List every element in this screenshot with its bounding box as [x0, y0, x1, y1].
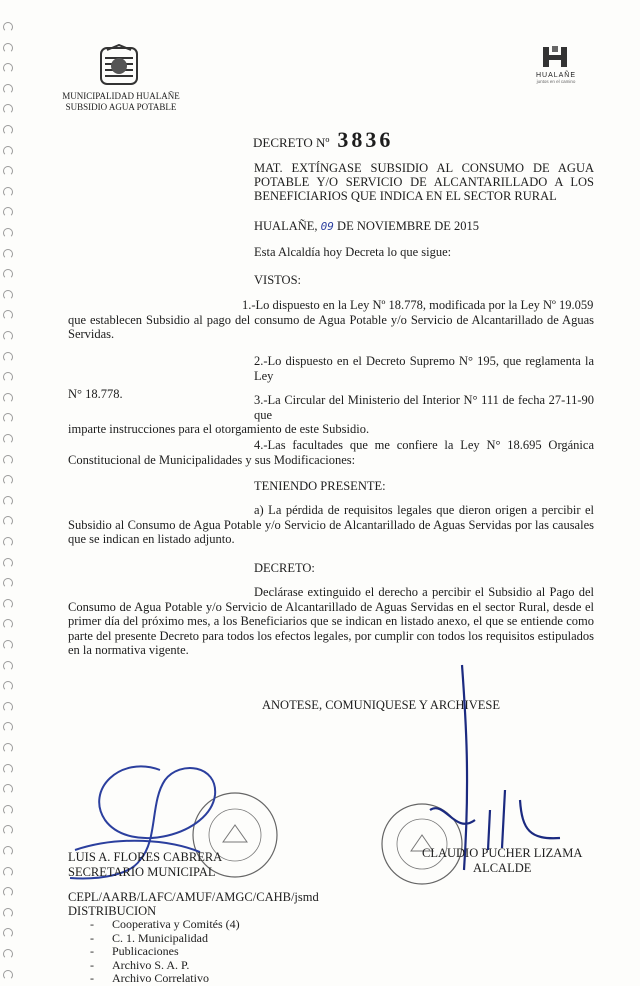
binder-ring-icon	[3, 475, 13, 485]
vistos-heading: VISTOS:	[254, 273, 302, 287]
binder-ring-icon	[3, 846, 13, 856]
binder-ring-icon	[3, 825, 13, 835]
decreto-paragraph: Declárase extinguido el derecho a percibir el Subsidio al Pago del Consumo de Agua Potable y/o Servicio de Alcantarillado de Aguas Servidas en el sector Rural, desde el primer día del próximo mes, a los Beneficiarios que se indican en listado anexo, el que se entiende como parte del presente Decreto para todos los efectos legales, por cumplir con todos los requisitos estipulados en la normativa vigente.	[68, 585, 594, 657]
binder-ring-icon	[3, 455, 13, 465]
vistos-item: 2.-Lo dispuesto en el Decreto Supremo N° 195, que reglamenta la Ley N° 18.778.	[68, 354, 594, 401]
binder-ring-icon	[3, 434, 13, 444]
binder-ring-icon	[3, 290, 13, 300]
initials-line: CEPL/AARB/LAFC/AMUF/AMGC/CAHB/jsmd	[68, 890, 319, 904]
binder-ring-icon	[3, 537, 13, 547]
binder-ring-icon	[3, 908, 13, 918]
logo-tagline: juntos en el camino	[536, 79, 576, 84]
binder-ring-icon	[3, 805, 13, 815]
binder-ring-icon	[3, 372, 13, 382]
binder-ring-icon	[3, 702, 13, 712]
secretary-name: LUIS A. FLORES CABRERA	[68, 850, 223, 864]
binder-ring-icon	[3, 681, 13, 691]
list-item: - Archivo Correlativo	[68, 972, 240, 986]
binder-ring-icon	[3, 784, 13, 794]
binder-ring-icon	[3, 84, 13, 94]
distribution-heading: DISTRIBUCION	[68, 904, 157, 918]
binder-ring-icon	[3, 516, 13, 526]
vistos-item: 1.-Lo dispuesto en la Ley Nº 18.778, modificada por la Ley Nº 19.059 que establecen Subsidio al pago del consumo de Agua Potable y/o Servicio de Alcantarillado de Aguas Servidas.	[68, 298, 594, 341]
binder-ring-icon	[3, 599, 13, 609]
teniendo-heading: TENIENDO PRESENTE:	[254, 479, 386, 493]
binder-ring-icon	[3, 949, 13, 959]
binder-ring-icon	[3, 970, 13, 980]
binder-ring-icon	[3, 146, 13, 156]
binder-ring-icon	[3, 228, 13, 238]
binder-ring-icon	[3, 187, 13, 197]
date-city: HUALAÑE,	[254, 219, 318, 233]
binder-ring-icon	[3, 413, 13, 423]
vistos-item: 3.-La Circular del Ministerio del Interior N° 111 de fecha 27-11-90 que imparte instrucciones para el otorgamiento de este Subsidio.	[68, 393, 594, 436]
binder-ring-icon	[3, 269, 13, 279]
binder-ring-icon	[3, 743, 13, 753]
logo-wordmark: HUALAÑE	[535, 72, 577, 79]
list-item: - Archivo S. A. P.	[68, 959, 240, 973]
list-item: - Publicaciones	[68, 945, 240, 959]
binder-ring-icon	[3, 249, 13, 259]
org-unit: SUBSIDIO AGUA POTABLE	[65, 102, 177, 112]
distribution-list	[68, 918, 240, 986]
binder-ring-icon	[3, 867, 13, 877]
binder-ring-icon	[3, 166, 13, 176]
date-rest: DE NOVIEMBRE DE 2015	[337, 219, 480, 233]
teniendo-paragraph: a) La pérdida de requisitos legales que dieron origen a percibir el Subsidio al Consumo de Agua Potable y/o Servicio de Alcantarillado de Aguas Servidas por las causales que se indican en listado adjunto.	[68, 503, 594, 546]
binder-ring-icon	[3, 43, 13, 53]
decreto-heading: DECRETO:	[254, 561, 315, 575]
intro-text: Esta Alcaldía hoy Decreta lo que sigue:	[254, 245, 452, 259]
decree-subject: MAT. EXTÍNGASE SUBSIDIO AL CONSUMO DE AGUA POTABLE Y/O SERVICIO DE ALCANTARILLADO A LOS BENEFICIARIOS QUE INDICA EN EL SECTOR RURAL	[254, 161, 594, 203]
binder-ring-icon	[3, 661, 13, 671]
municipal-crest-icon	[97, 44, 141, 88]
org-name: MUNICIPALIDAD HUALAÑE	[62, 91, 180, 101]
binder-ring-icon	[3, 887, 13, 897]
list-item: - C. 1. Municipalidad	[68, 932, 240, 946]
binder-ring-icon	[3, 619, 13, 629]
binder-ring-icon	[3, 722, 13, 732]
binder-ring-icon	[3, 393, 13, 403]
binder-ring-icon	[3, 764, 13, 774]
binder-ring-icon	[3, 558, 13, 568]
binder-ring-icon	[3, 928, 13, 938]
binder-ring-icon	[3, 640, 13, 650]
binder-ring-icon	[3, 104, 13, 114]
signature-left	[60, 740, 290, 910]
decree-label: DECRETO Nº	[253, 135, 330, 150]
binder-ring-icon	[3, 63, 13, 73]
hualane-logo-icon	[540, 44, 570, 70]
binder-ring-icon	[3, 22, 13, 32]
binder-ring-icon	[3, 207, 13, 217]
date-day: 09	[320, 220, 334, 233]
list-item: - Cooperativa y Comités (4)	[68, 918, 240, 932]
decree-number: 3836	[337, 127, 394, 152]
binder-ring-icon	[3, 352, 13, 362]
binder-ring-icon	[3, 125, 13, 135]
binder-ring-icon	[3, 496, 13, 506]
mayor-name: CLAUDIO PUCHER LIZAMA	[422, 846, 583, 860]
secretary-title: SECRETARIO MUNICIPAL	[68, 864, 216, 879]
mayor-title: ALCALDE	[473, 860, 532, 875]
binder-ring-icon	[3, 578, 13, 588]
vistos-item: 4.-Las facultades que me confiere la Ley N° 18.695 Orgánica Constitucional de Municipalidades y sus Modificaciones:	[68, 438, 594, 467]
binder-ring-icon	[3, 331, 13, 341]
binder-ring-icon	[3, 310, 13, 320]
closing-text: ANOTESE, COMUNIQUESE Y ARCHIVESE	[262, 698, 500, 712]
